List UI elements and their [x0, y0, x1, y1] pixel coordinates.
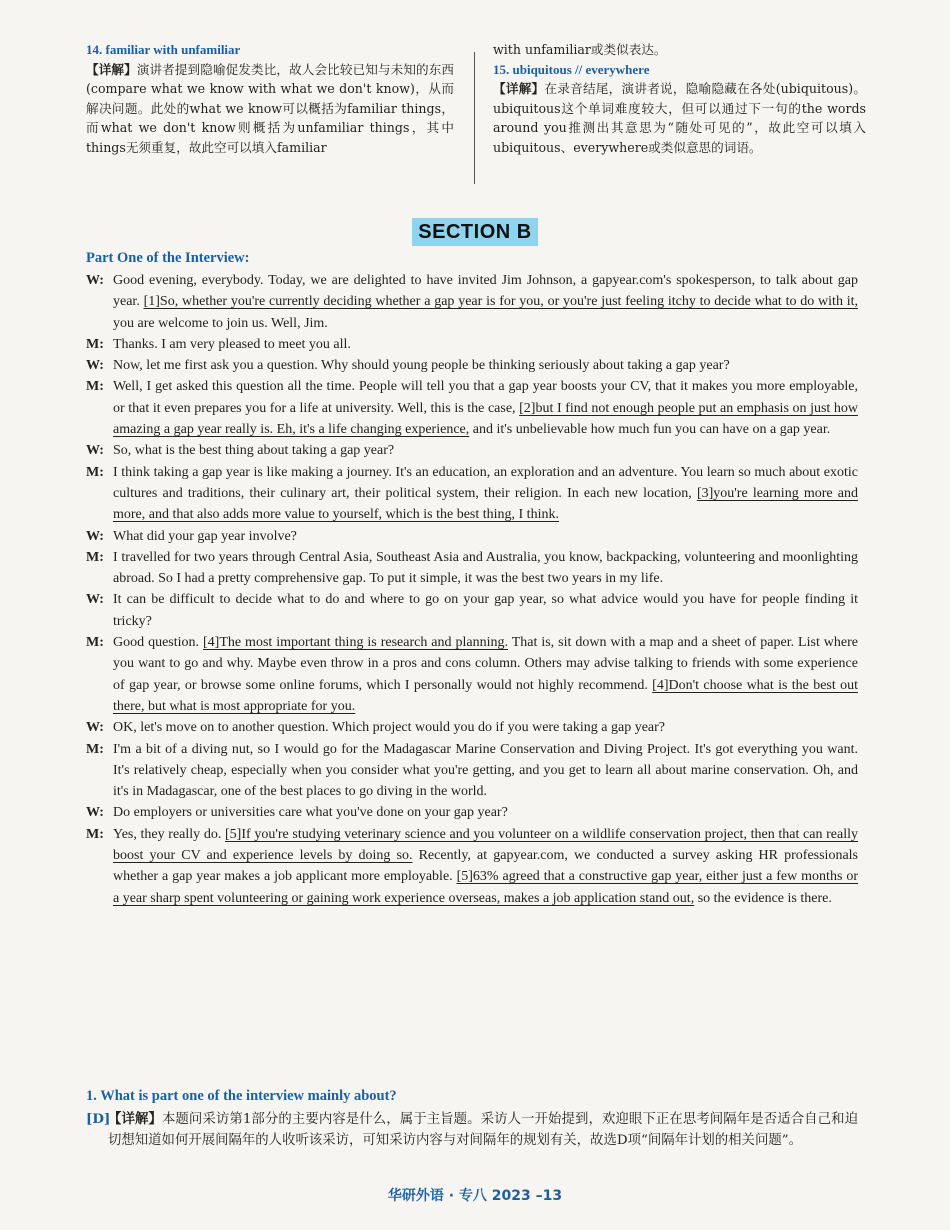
- dialog-line: [86, 739, 858, 803]
- item-14-detail-text: 演讲者提到隐喻促发类比，故人会比较已知与未知的东西(compare what we know with what we don't know)，从而解决问题。此处的what we know可以概括为familiar things，而what we don't know则概括为unfamiliar things，其中things无须重复，故此空可以填入familiar: [86, 61, 455, 155]
- dialog-text: [113, 802, 858, 823]
- dialog-segment: you are welcome to join us. Well, Jim.: [113, 315, 328, 331]
- explanation-15: [493, 40, 866, 190]
- detail-tag: 【详解】: [108, 1111, 162, 1127]
- dialog-line: [86, 589, 858, 632]
- dialog-line: [86, 717, 858, 738]
- dialog-text: [113, 462, 858, 526]
- dialog-segment: Thanks. I am very pleased to meet you all.: [113, 336, 351, 352]
- question-title: 1. What is part one of the interview mainly about?: [86, 1088, 397, 1104]
- dialog-line: [86, 270, 858, 334]
- answer-clue-underlined: [2]but I find not enough people put an emphasis on just how amazing a gap year really is. Eh, it's a life changing experience,: [113, 400, 858, 438]
- item-15-title: 15. ubiquitous // everywhere: [493, 61, 650, 77]
- dialog-segment: I'm a bit of a diving nut, so I would go for the Madagascar Marine Conservation and Diving Project. It's got everything you want. It's relatively cheap, especially when you consider what you're getting, and you get to learn all about marine conservation. Oh, and it's in Madagascar, one of the best places to go diving in the world.: [113, 741, 858, 800]
- dialog-segment: I travelled for two years through Central Asia, Southeast Asia and Australia, you know, backpacking, volunteering and moonlighting abroad. So I had a pretty comprehensive gap. To put it simple, it was the best two years in my life.: [113, 549, 858, 587]
- item-15-detail: [493, 79, 866, 157]
- dialog-text: [113, 270, 858, 334]
- dialog-text: [113, 589, 858, 632]
- dialog-segment: I think taking a gap year is like making a journey. It's an education, an exploration and an adventure. You learn so much about exotic cultures and traditions, their culinary art, their political system, their religion. In each new location,: [113, 464, 858, 501]
- detail-tag: 【详解】: [86, 61, 137, 77]
- dialog-line: [86, 632, 858, 717]
- dialog-segment: That is, sit down with a map and a sheet of paper. List where you want to go and why. Maybe even throw in a pros and cons column. Others may advise talking to friends with some experience of gap year, or browse some online forums, which I personally would not highly recommend.: [113, 635, 858, 693]
- speaker-label: W:: [86, 443, 104, 459]
- part-title: Part One of the Interview:: [86, 250, 250, 266]
- item-15-detail-text: 在录音结尾，演讲者说，隐喻隐藏在各处(ubiquitous)。ubiquitous这个单词难度较大，但可以通过下一句的the words around you推测出其意思为“随处可见的”，故此空可以填入ubiquitous、everywhere或类似意思的词语。: [493, 81, 866, 155]
- dialog-line: [86, 440, 858, 461]
- speaker-label: W:: [86, 528, 104, 544]
- dialog-text: [113, 334, 858, 355]
- speaker-label: M:: [86, 549, 104, 565]
- dialog-line: [86, 376, 858, 440]
- answer-detail: [108, 1109, 858, 1151]
- dialog-text: [113, 440, 858, 461]
- speaker-label: M:: [86, 336, 104, 352]
- dialog-text: [113, 526, 858, 547]
- dialog-text: [113, 547, 858, 590]
- item-14-detail: [86, 60, 454, 158]
- detail-tag: 【详解】: [493, 81, 545, 96]
- speaker-label: M:: [86, 379, 104, 395]
- dialog-segment: It can be difficult to decide what to do and where to go on your gap year, so what advice would you have for people finding it tricky?: [113, 592, 858, 629]
- dialog-text: [113, 632, 858, 717]
- dialog-line: [86, 526, 858, 547]
- dialog-text: [113, 824, 858, 909]
- dialog-segment: Recently, at gapyear.com, we conducted a survey asking HR professionals whether a gap year makes a job applicant more employable.: [113, 848, 858, 885]
- dialog-segment: so the evidence is there.: [694, 890, 832, 906]
- dialog-line: [86, 824, 858, 909]
- speaker-label: W:: [86, 805, 104, 821]
- item-14-title: 14. familiar with unfamiliar: [86, 42, 241, 57]
- answer-clue-underlined: [5]63% agreed that a constructive gap year, either just a few months or a year sharp spent volunteering or gaining work experience overseas, makes a job application stand out,: [113, 869, 858, 906]
- dialog-text: [113, 355, 858, 376]
- speaker-label: M:: [86, 635, 104, 651]
- dialog-segment: Now, let me first ask you a question. Why should young people be thinking seriously about taking a gap year?: [113, 358, 730, 374]
- dialog-segment: Do employers or universities care what you've done on your gap year?: [113, 805, 508, 821]
- top-explanations: [86, 40, 866, 190]
- dialog-text: [113, 376, 858, 440]
- answer-clue-underlined: [1]So, whether you're currently deciding whether a gap year is for you, or you're just feeling itchy to decide what to do with it,: [143, 294, 858, 310]
- speaker-label: M:: [86, 826, 104, 842]
- explanation-14: [86, 40, 454, 190]
- speaker-label: W:: [86, 358, 104, 374]
- answer-clue-underlined: [5]If you're studying veterinary science and you volunteer on a wildlife conservation project, then that can really boost your CV and experience levels by doing so.: [113, 826, 859, 864]
- question-explanation: [86, 1109, 858, 1151]
- interview-transcript: [86, 270, 858, 909]
- section-heading: SECTION B: [412, 218, 538, 246]
- speaker-label: W:: [86, 592, 104, 608]
- dialog-segment: Well, I get asked this question all the time. People will tell you that a gap year boosts your CV, that it makes you more employable, or that it even prepares you for a life at university. Well, this is the case,: [113, 379, 858, 416]
- dialog-segment: Yes, they really do.: [113, 826, 226, 842]
- dialog-segment: Good question.: [113, 635, 203, 651]
- dialog-line: [86, 802, 858, 823]
- dialog-line: [86, 462, 858, 526]
- item-14-continuation: with unfamiliar或类似表达。: [493, 42, 667, 57]
- dialog-segment: What did your gap year involve?: [113, 528, 297, 544]
- column-divider: [474, 52, 475, 184]
- page-footer: 华研外语 · 专八 2023 –13: [387, 1188, 563, 1204]
- answer-clue-underlined: [3]you're learning more and more, and that also adds more value to yourself, which is the best thing, I think.: [113, 485, 858, 523]
- dialog-segment: Good evening, everybody. Today, we are delighted to have invited Jim Johnson, a gapyear.com's spokesperson, to talk about gap year.: [113, 273, 858, 310]
- speaker-label: M:: [86, 741, 104, 757]
- dialog-segment: and it's unbelievable how much fun you can have on a gap year.: [469, 422, 831, 438]
- question-1: [86, 1088, 858, 1151]
- dialog-segment: So, what is the best thing about taking a gap year?: [113, 443, 395, 459]
- dialog-line: [86, 355, 858, 376]
- speaker-label: W:: [86, 720, 104, 736]
- answer-detail-text: 本题问采访第1部分的主要内容是什么，属于主旨题。采访人一开始提到，欢迎眼下正在思考间隔年是否适合自己和迫切想知道如何开展间隔年的人收听该采访，可知采访内容与对间隔年的规划有关，故选D项“间隔年计划的相关问题”。: [108, 1112, 859, 1148]
- answer-letter: [D]: [86, 1111, 111, 1127]
- speaker-label: M:: [86, 464, 104, 480]
- speaker-label: W:: [86, 273, 104, 288]
- dialog-line: [86, 334, 858, 355]
- answer-clue-underlined: [4]The most important thing is research and planning.: [203, 635, 508, 651]
- dialog-text: [113, 739, 858, 803]
- dialog-line: [86, 547, 858, 590]
- dialog-text: [113, 717, 858, 738]
- answer-clue-underlined: [4]Don't choose what is the best out there, but what is most appropriate for you.: [113, 677, 858, 714]
- dialog-segment: OK, let's move on to another question. Which project would you do if you were taking a gap year?: [113, 720, 666, 736]
